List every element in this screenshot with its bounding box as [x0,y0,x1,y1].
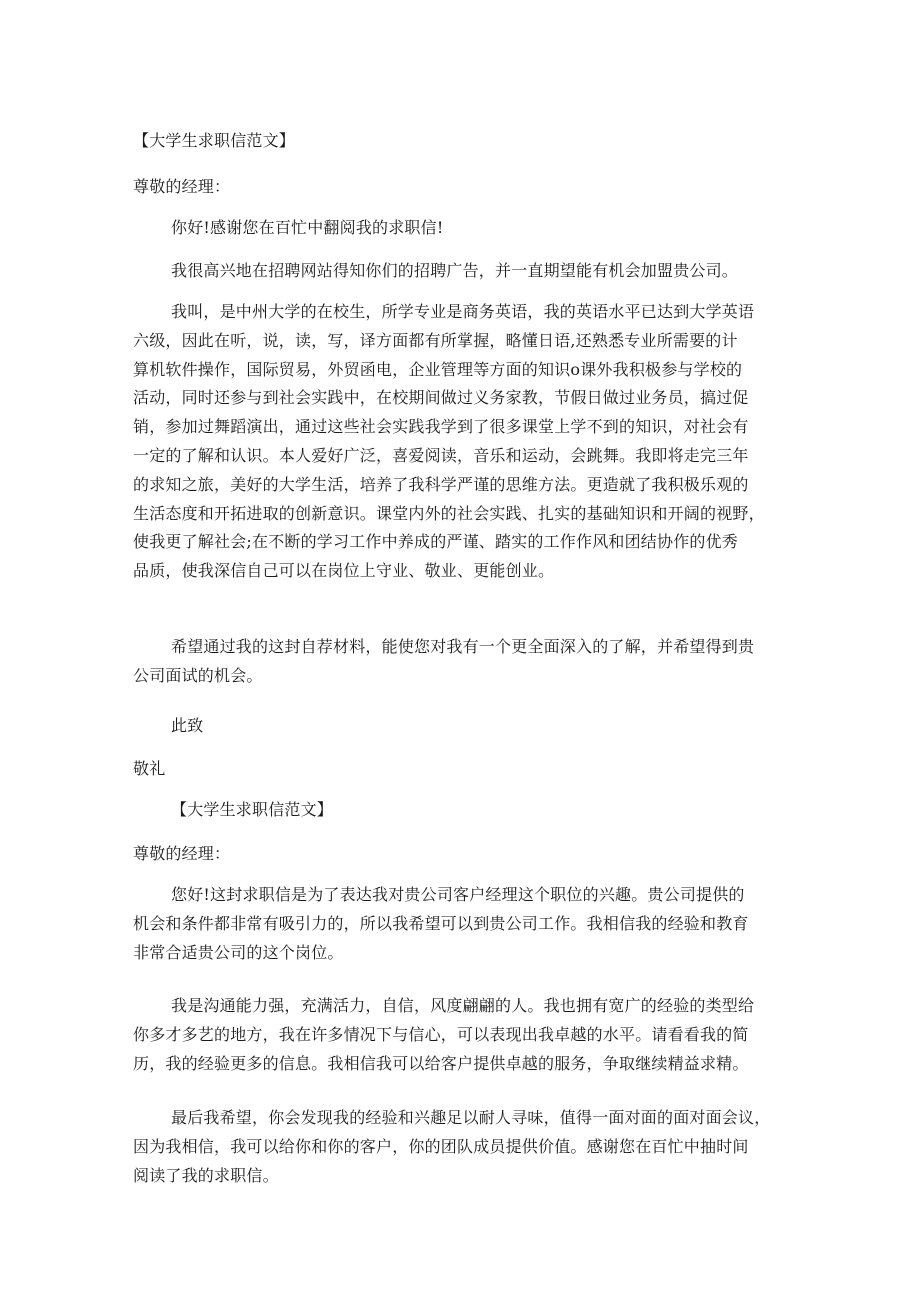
letter2-heading: 【大学生求职信范文】 [171,800,334,819]
body-line: 品质，使我深信自己可以在岗位上守业、敬业、更能创业。 [133,561,555,581]
para3-line: 阅读了我的求职信。 [133,1165,279,1185]
body-line: 生活态度和开拓进取的创新意识。课堂内外的社会实践、扎实的基础知识和开阔的视野， [133,503,765,523]
letter1-body-paragraph [133,298,765,586]
letter1-hope-paragraph [133,633,754,691]
letter1-heading: 【大学生求职信范文】 [133,131,296,150]
para2-line: 我是沟通能力强，充满活力，自信，风度翩翩的人。我也拥有宽广的经验的类型给 [171,996,755,1015]
hope-line: 希望通过我的这封自荐材料，能使您对我有一个更全面深入的了解，并希望得到贵 [171,637,755,656]
para1-line: 非常合适贵公司的这个岗位。 [133,942,344,962]
body-line: 算机软件操作，国际贸易，外贸函电，企业管理等方面的知识o课外我积极参与学校的 [133,359,743,379]
letter2-paragraph-1 [133,881,749,967]
para2-line: 你多才多艺的地方，我在许多情况下与信心，可以表现出我卓越的水平。请看看我的简 [133,1024,749,1044]
body-line: 使我更了解社会;在不断的学习工作中养成的严谨、踏实的工作作风和团结协作的优秀 [133,532,738,552]
para2-line: 历，我的经验更多的信息。我相信我可以给客户提供卓越的服务，争取继续精益求精。 [133,1053,749,1073]
para1-line: 机会和条件都非常有吸引力的，所以我希望可以到贵公司工作。我相信我的经验和教育 [133,913,749,933]
body-line: 六级，因此在听，说，读，写，译方面都有所掌握，略懂日语,还熟悉专业所需要的计 [133,330,738,350]
body-line: 的求知之旅，美好的大学生活，培养了我科学严谨的思维方法。更造就了我积极乐观的 [133,474,749,494]
body-line: 销，参加过舞蹈演出，通过这些社会实践我学到了很多课堂上学不到的知识，对社会有 [133,417,749,437]
letter1-greeting: 你好!感谢您在百忙中翻阅我的求职信! [171,218,444,237]
letter1-closing-2: 敬礼 [133,759,166,778]
para3-line: 最后我希望，你会发现我的经验和兴趣足以耐人寻味，值得一面对面的面对面会议， [171,1108,771,1127]
body-line: 我叫，是中州大学的在校生，所学专业是商务英语，我的英语水平已达到大学英语 [171,302,755,321]
hope-line: 公司面试的机会。 [133,665,263,685]
letter2-paragraph-2 [133,992,754,1078]
para3-line: 因为我相信，我可以给你和你的客户，你的团队成员提供价值。感谢您在百忙中抽时间 [133,1136,749,1156]
letter2-paragraph-3 [133,1104,770,1190]
para1-line: 您好!这封求职信是为了表达我对贵公司客户经理这个职位的兴趣。贵公司提供的 [171,885,745,904]
letter1-intro: 我很高兴地在招聘网站得知你们的招聘广告，并一直期望能有机会加盟贵公司。 [171,261,739,280]
letter1-salutation: 尊敬的经理： [133,177,231,196]
body-line: 一定的了解和认识。本人爱好广泛，喜爱阅读，音乐和运动，会跳舞。我即将走完三年 [133,445,749,465]
letter1-closing-1: 此致 [171,716,204,735]
body-line: 活动，同时还参与到社会实践中，在校期间做过义务家教，节假日做过业务员，搞过促 [133,388,749,408]
letter2-salutation: 尊敬的经理： [133,844,231,863]
